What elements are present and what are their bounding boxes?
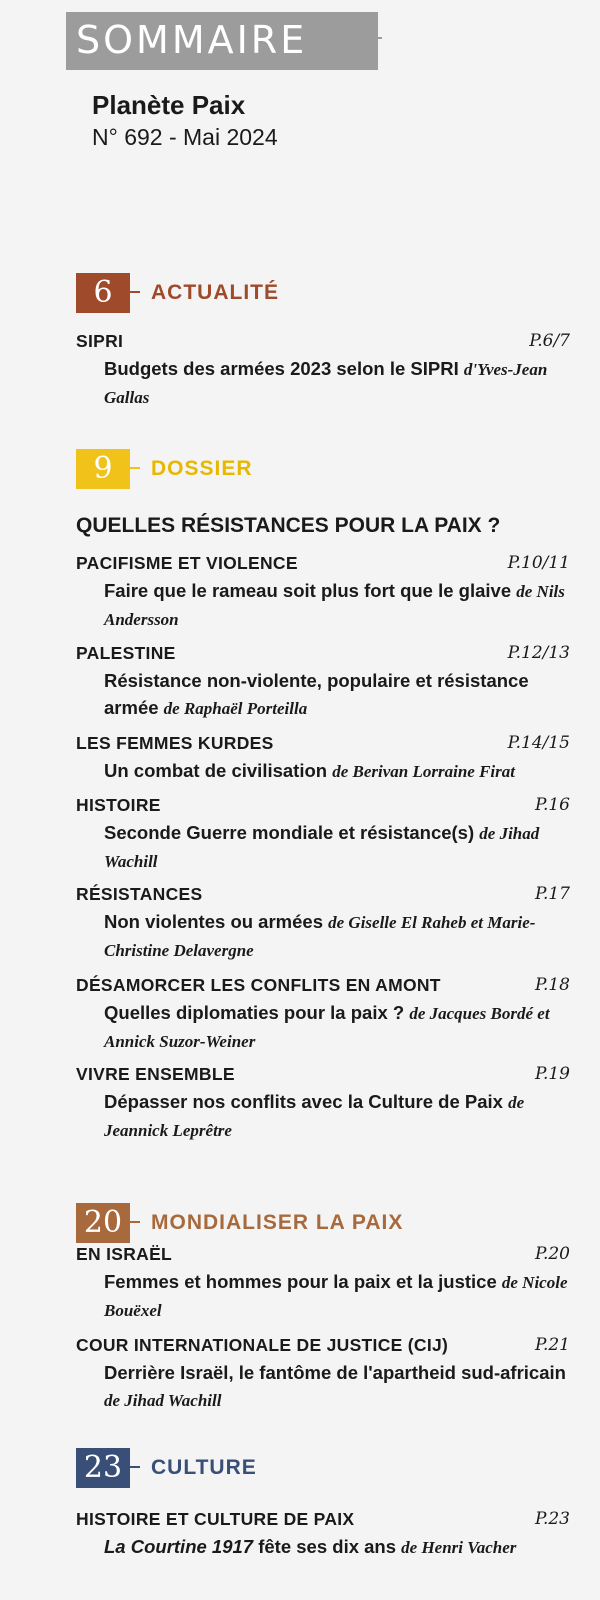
toc-entry[interactable] <box>76 1244 570 1324</box>
entry-rubric: RÉSISTANCES <box>76 884 203 904</box>
entry-author: de Nils Andersson <box>104 582 565 629</box>
entry-article <box>104 1359 570 1414</box>
entry-rubric: DÉSAMORCER LES CONFLITS EN AMONT <box>76 975 441 995</box>
entry-author: de Nicole Bouëxel <box>104 1273 568 1320</box>
entry-rubric: VIVRE ENSEMBLE <box>76 1064 235 1084</box>
dossier-theme: QUELLES RÉSISTANCES POUR LA PAIX ? <box>76 514 501 537</box>
entry-page: P.21 <box>534 1335 570 1355</box>
entry-title: fête ses dix ans <box>258 1536 397 1557</box>
entry-article <box>104 1088 570 1144</box>
entry-page: P.23 <box>534 1509 570 1529</box>
entry-title: Budgets des armées 2023 selon le SIPRI <box>104 358 459 379</box>
entry-page: P.17 <box>534 884 570 904</box>
entry-rubric: SIPRI <box>76 331 124 351</box>
sommaire-title: SOMMAIRE <box>76 18 308 62</box>
entry-rubric: HISTOIRE <box>76 795 161 815</box>
entry-title: Derrière Israël, le fantôme de l'apartheid sud-africain <box>104 1362 566 1383</box>
toc-entry[interactable] <box>76 795 570 875</box>
publication-name: Planète Paix <box>92 90 246 120</box>
entry-page: P.18 <box>534 975 570 995</box>
entry-page: P.14/15 <box>507 733 570 753</box>
entry-article <box>104 908 570 964</box>
entry-article <box>104 819 570 875</box>
entry-title: Dépasser nos conflits avec la Culture de Paix <box>104 1091 503 1112</box>
section-number-actualite: 6 <box>76 273 130 313</box>
entry-title: Non violentes ou armées <box>104 911 323 932</box>
entry-author: de Jihad Wachill <box>104 824 540 871</box>
entry-page: P.6/7 <box>529 331 570 351</box>
section-number-culture: 23 <box>76 1448 130 1488</box>
entry-article <box>104 577 570 633</box>
section-name-culture: CULTURE <box>151 1456 257 1479</box>
entry-article <box>104 355 570 411</box>
entry-rubric: COUR INTERNATIONALE DE JUSTICE (CIJ) <box>76 1335 449 1355</box>
entry-article <box>104 999 570 1055</box>
entry-article <box>104 1268 570 1324</box>
section-number-mondialiser: 20 <box>76 1203 130 1243</box>
entry-author: de Raphaël Porteilla <box>163 699 308 718</box>
entry-rubric: LES FEMMES KURDES <box>76 733 274 753</box>
entry-author: de Giselle El Raheb et Marie-Christine Delavergne <box>104 913 536 960</box>
entry-page: P.16 <box>534 795 570 815</box>
entry-title: Quelles diplomaties pour la paix ? <box>104 1002 405 1023</box>
entry-rubric: PACIFISME ET VIOLENCE <box>76 553 298 573</box>
entry-title: Un combat de civilisation <box>104 760 328 781</box>
entry-author: de Berivan Lorraine Firat <box>332 762 515 781</box>
entry-title: Résistance non-violente, populaire et résistance armée <box>104 670 529 718</box>
entry-title: Faire que le rameau soit plus fort que le glaive <box>104 580 512 601</box>
entry-article <box>104 757 570 785</box>
entry-rubric: HISTOIRE ET CULTURE DE PAIX <box>76 1509 355 1529</box>
entry-article <box>104 667 570 722</box>
section-number-dossier: 9 <box>76 449 130 489</box>
section-name-dossier: DOSSIER <box>151 457 253 480</box>
sommaire-banner <box>66 12 378 70</box>
toc-entry[interactable] <box>76 975 570 1055</box>
toc-entry[interactable] <box>76 884 570 964</box>
entry-rubric: PALESTINE <box>76 643 176 663</box>
section-name-mondialiser: MONDIALISER LA PAIX <box>151 1211 404 1234</box>
entry-author: de Jeannick Leprêtre <box>104 1093 525 1140</box>
entry-title: Femmes et hommes pour la paix et la justice <box>104 1271 497 1292</box>
entry-page: P.12/13 <box>507 643 570 663</box>
toc-entry[interactable] <box>76 643 570 722</box>
entry-page: P.19 <box>534 1064 570 1084</box>
publication-issue: N° 692 - Mai 2024 <box>92 124 278 150</box>
toc-entry[interactable] <box>76 1335 570 1414</box>
toc-entry[interactable] <box>76 1509 570 1561</box>
entry-title: Seconde Guerre mondiale et résistance(s) <box>104 822 475 843</box>
entry-author: de Jihad Wachill <box>104 1391 222 1410</box>
entry-author: de Jacques Bordé et Annick Suzor-Weiner <box>104 1004 550 1051</box>
entry-author: d'Yves-Jean Gallas <box>104 360 548 407</box>
entry-article <box>104 1533 570 1561</box>
entry-page: P.10/11 <box>507 553 570 573</box>
banner-tick <box>370 37 382 39</box>
entry-page: P.20 <box>534 1244 570 1264</box>
section-name-actualite: ACTUALITÉ <box>151 281 279 304</box>
toc-entry[interactable] <box>76 331 570 411</box>
entry-title-italic: La Courtine 1917 <box>104 1536 254 1557</box>
toc-entry[interactable] <box>76 733 570 785</box>
toc-entry[interactable] <box>76 1064 570 1144</box>
toc-entry[interactable] <box>76 553 570 633</box>
entry-author: de Henri Vacher <box>401 1538 517 1557</box>
entry-rubric: EN ISRAËL <box>76 1244 173 1264</box>
